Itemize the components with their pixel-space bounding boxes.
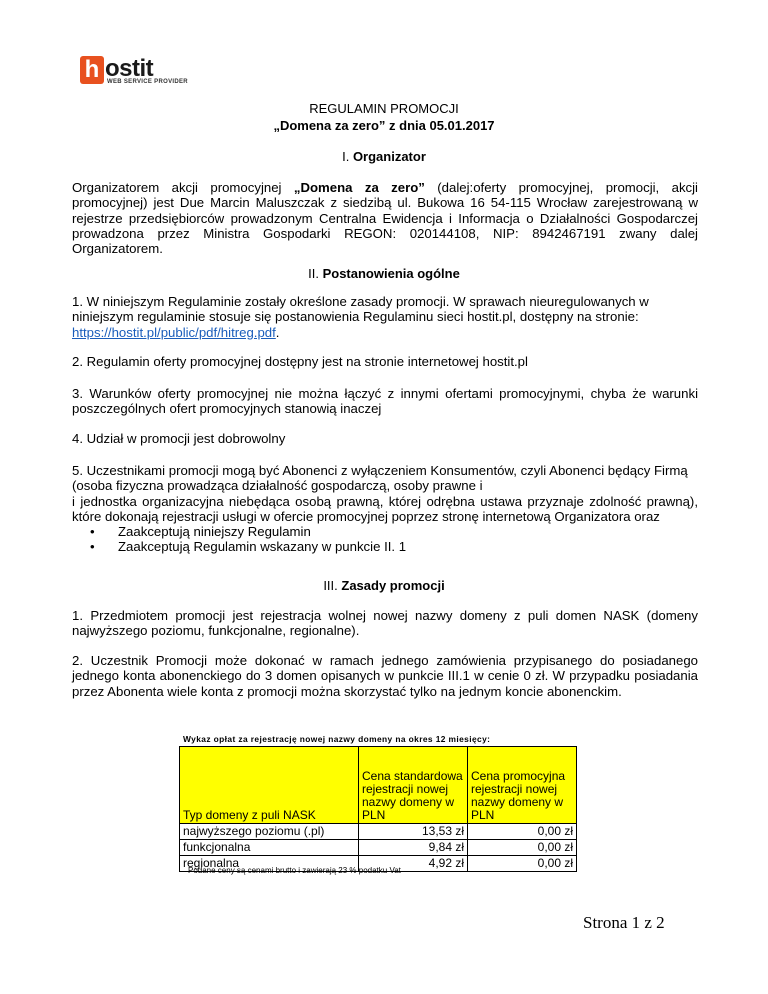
general-point-5 xyxy=(72,463,698,555)
organizer-paragraph xyxy=(72,180,698,256)
section-2-heading xyxy=(0,266,768,281)
general-point-1-end: . xyxy=(275,324,280,340)
general-point-2: 2. Regulamin oferty promocyjnej dostępny jest na stronie internetowej hostit.pl xyxy=(72,354,528,369)
document-subtitle: „Domena za zero” z dnia 05.01.2017 xyxy=(273,118,495,133)
list-item-text: Zaakceptują Regulamin wskazany w punkcie II. 1 xyxy=(118,539,407,555)
page-number: Strona 1 z 2 xyxy=(583,913,665,932)
logo-wordmark: ostit xyxy=(105,55,154,82)
promo-price-cell: 0,00 zł xyxy=(468,840,577,856)
fees-table xyxy=(179,746,577,872)
general-point-3: 3. Warunków oferty promocyjnej nie można łączyć z innymi ofertami promocyjnymi, chyba że warunki poszczególnych ofert promocyjnych stanowią inaczej xyxy=(72,386,698,417)
list-item-text: Zaakceptują niniejszy Regulamin xyxy=(118,524,311,540)
promo-name: „Domena za zero” xyxy=(293,180,425,195)
general-point-4: 4. Udział w promocji jest dobrowolny xyxy=(72,431,286,446)
general-point-5-line2: i jednostka organizacyjna niebędąca osobą prawną, której odrębna ustawa przyznaje zdolność prawną), które dokonają rejestracji usługi w ofercie promocyjnej poprzez stronę internetową Organizatora oraz xyxy=(72,493,698,524)
section-1-number: I. xyxy=(342,149,353,164)
bullet-icon: • xyxy=(90,539,95,555)
logo-h-mark: h xyxy=(80,56,104,84)
domain-type-cell: funkcjonalna xyxy=(180,840,359,856)
rules-point-2: 2. Uczestnik Promocji może dokonać w ramach jednego zamówienia przypisanego do posiadanego jednego konta abonenckiego do 3 domen opisanych w punkcie III.1 w cenie 0 zł. W przypadku posiadania przez Abonenta wiele konta z promocji można skorzystać tylko na jednym koncie abonenckim. xyxy=(72,653,698,699)
standard-price-cell: 9,84 zł xyxy=(359,840,468,856)
header-standard-price: Cena standardowa rejestracji nowej nazwy domeny w PLN xyxy=(359,747,468,824)
fees-table-title: Wykaz opłat za rejestrację nowej nazwy domeny na okres 12 miesięcy: xyxy=(183,734,491,744)
hostit-logo xyxy=(80,56,200,86)
document-title: REGULAMIN PROMOCJI xyxy=(309,101,459,116)
section-3-heading xyxy=(0,578,768,593)
standard-price-cell: 4,92 zł xyxy=(359,856,468,872)
table-row xyxy=(180,840,577,856)
header-promo-price: Cena promocyjna rejestracji nowej nazwy domeny w PLN xyxy=(468,747,577,824)
regulation-link[interactable]: https://hostit.pl/public/pdf/hitreg.pdf xyxy=(72,324,276,340)
acceptance-list xyxy=(72,524,698,555)
promo-price-cell: 0,00 zł xyxy=(468,856,577,872)
fees-table-note: Podane ceny są cenami brutto i zawierają 23 % podatku Vat xyxy=(188,866,401,875)
table-header-row xyxy=(180,747,577,824)
standard-price-cell: 13,53 zł xyxy=(359,824,468,840)
logo-tagline: WEB SERVICE PROVIDER xyxy=(107,79,188,85)
section-1-heading xyxy=(0,149,768,164)
section-2-number: II. xyxy=(308,266,323,281)
section-3-number: III. xyxy=(323,578,342,593)
promo-price-cell: 0,00 zł xyxy=(468,824,577,840)
organizer-text-rest: (dalej:oferty promocyjnej, promocji, akcji promocyjnej) jest Due Marcin Maluszczak z siedzibą ul. Bukowa 16 54-115 Wrocław zarejestrowaną w rejestrze przedsiębiorców prowadzonym Centralna Ewidencja i Informacja o Działalności Gospodarczej prowadzona przez Ministra Gospodarki REGON: 020144108, NIP: 8942467191 zwany dalej Organizatorem. xyxy=(72,180,698,257)
rules-point-1: 1. Przedmiotem promocji jest rejestracja wolnej nowej nazwy domeny z puli domen NASK (domeny najwyższego poziomu, funkcjonalne, regionalne). xyxy=(72,608,698,639)
section-1-title: Organizator xyxy=(352,149,426,164)
domain-type-cell: najwyższego poziomu (.pl) xyxy=(180,824,359,840)
table-row xyxy=(180,824,577,840)
section-3-title: Zasady promocji xyxy=(341,578,445,593)
general-point-1 xyxy=(72,294,698,340)
general-point-5-line1: 5. Uczestnikami promocji mogą być Abonenci z wyłączeniem Konsumentów, czyli Abonenci będący Firmą (osoba fizyczna prowadząca działalność gospodarczą, osoby prawne i xyxy=(72,463,688,494)
header-domain-type: Typ domeny z puli NASK xyxy=(180,747,359,824)
section-2-title: Postanowienia ogólne xyxy=(322,266,460,281)
organizer-text-start: Organizatorem akcji promocyjnej xyxy=(72,180,294,195)
list-item xyxy=(72,524,698,539)
bullet-icon: • xyxy=(90,524,95,540)
list-item xyxy=(72,539,698,554)
domain-type-cell: regionalna xyxy=(180,856,359,872)
general-point-1-text: 1. W niniejszym Regulaminie zostały określone zasady promocji. W sprawach nieuregulowanych w niniejszym regulaminie stosuje się postanowienia Regulaminu sieci hostit.pl, dostępny na stronie: xyxy=(72,294,649,325)
